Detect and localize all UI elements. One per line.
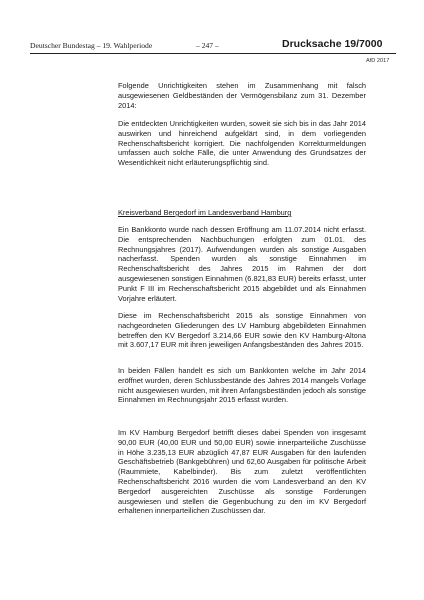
header-rule: [30, 53, 396, 54]
header-document-number: Drucksache 19/7000: [282, 38, 383, 50]
paragraph-bank-account: Ein Bankkonto wurde nach dessen Eröffnung am 11.07.2014 nicht erfasst. Die entsprechenden Nachbuchungen erfolgten zum 01.01. des Rechnungsjahres (2017). Aufwendungen wurden als sonstige Ausgaben nacherfasst. Spenden wurden als sonstige Einnahmen im Rechenschaftsbericht des Jahres 2015 im Rahmen der dort ausgewiesenen sonstigen Einnahmen (6.821,83 EUR) bereits erfasst, unter Punkt F III im Rechenschaftsbericht 2015 abgebildet und als Einnahmen Vorjahre erläutert.: [118, 225, 366, 303]
paragraph-corrections: Die entdeckten Unrichtigkeiten wurden, soweit sie sich bis in das Jahr 2014 auswirken und hinreichend aufgeklärt sind, in dem vorliegenden Rechenschaftsbericht korrigiert. Die nachfolgenden Korrekturmeldungen umfassen auch solche Fälle, die unter Anwendung des Grundsatzes der Wesentlichkeit nicht erläuterungspflichtig sind.: [118, 119, 366, 168]
marginal-note: AfD 2017: [366, 58, 390, 64]
section-heading: Kreisverband Bergedorf im Landesverband Hamburg: [118, 208, 292, 217]
header-publisher: Deutscher Bundestag – 19. Wahlperiode: [30, 41, 153, 50]
paragraph-kv-bergedorf: Im KV Hamburg Bergedorf betrifft dieses dabei Spenden von insgesamt 90,00 EUR (40,00 EUR und 50,00 EUR) sowie innerparteiliche Zuschüsse in Höhe 3.235,13 EUR abzüglich 47,87 EUR Ausgaben für den laufenden Geschäftsbetrieb (Bankgebühren) und 62,60 Ausgaben für politische Arbeit (Raummiete, Kabelbinder). Bis zum zuletzt veröffentlichten Rechenschaftsbericht 2016 wurden die vom Landesverband an den KV Bergedorf ausgereichten Zuschüsse als sonstige Forderungen ausgewiesen und stellen die Gegenbuchung zu den im KV Bergedorf erhaltenen innerparteilichen Zuschüssen dar.: [118, 428, 366, 516]
paragraph-intro: Folgende Unrichtigkeiten stehen im Zusammenhang mit falsch ausgewiesenen Geldbeständen der Vermögensbilanz zum 31. Dezember 2014:: [118, 81, 366, 110]
paragraph-income-2015: Diese im Rechenschaftsbericht 2015 als sonstige Einnahmen von nachgeordneten Gliederungen des LV Hamburg abgebildeten Einnahmen betreffen den KV Bergedorf 3.214,66 EUR sowie den KV Hamburg-Altona mit 3.607,17 EUR mit ihren jeweiligen Anfangsbeständen des Jahres 2015.: [118, 311, 366, 350]
paragraph-bank-accounts-2014: In beiden Fällen handelt es sich um Bankkonten welche im Jahr 2014 eröffnet wurden, deren Schlussbestände des Jahres 2014 mangels Vorlage nicht ausgewiesen wurden, mit ihren Anfangsbeständen jedoch als sonstige Einnahmen im Rechnungsjahr 2015 erfasst wurden.: [118, 366, 366, 405]
header-page-number: – 247 –: [196, 41, 219, 50]
